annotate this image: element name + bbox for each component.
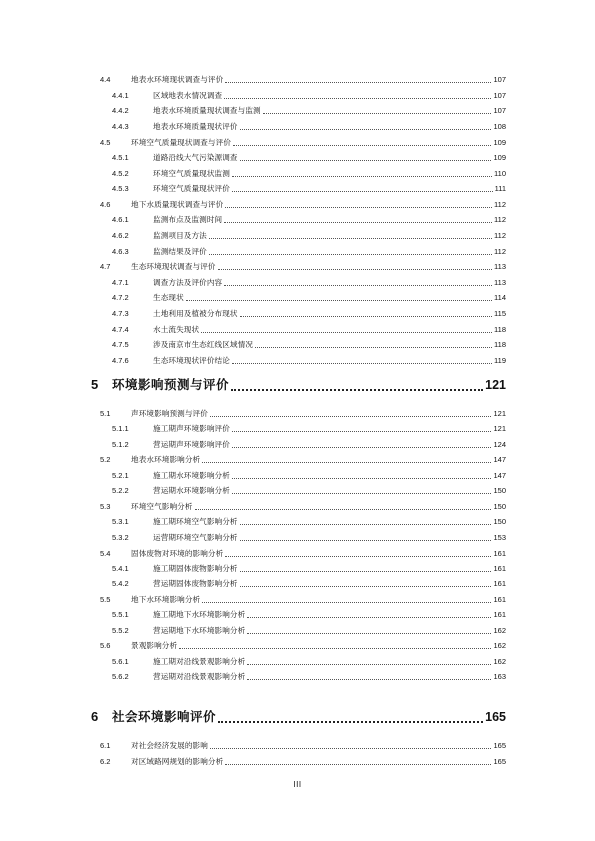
toc-entry-page: 165: [493, 741, 506, 750]
toc-entry[interactable]: [0, 72, 595, 87]
toc-entry-page: 112: [494, 215, 506, 224]
toc-entry-page: 107: [493, 75, 506, 84]
toc-entry-title: 运营期环境空气影响分析: [153, 533, 238, 542]
toc-entry-title: 监测结果及评价: [153, 247, 207, 256]
toc-entry-number: 5.5.2: [112, 626, 129, 635]
toc-entry-number: 4.6: [100, 200, 111, 209]
toc-entry[interactable]: [0, 212, 595, 227]
toc-entry[interactable]: [0, 166, 595, 181]
toc-entry[interactable]: [0, 322, 595, 337]
toc-entry-number: 4.6.2: [112, 231, 129, 240]
toc-entry[interactable]: [0, 576, 595, 591]
toc-leader-dots: [232, 431, 491, 432]
toc-entry-number: 4.7.2: [112, 293, 129, 302]
toc-entry-number: 5.1.2: [112, 440, 129, 449]
toc-entry[interactable]: [0, 530, 595, 545]
toc-entry-page: 119: [494, 356, 506, 365]
toc-entry-title: 涉及南京市生态红线区域情况: [153, 340, 254, 349]
toc-entry-title: 道路沿线大气污染源调查: [153, 153, 238, 162]
toc-entry[interactable]: [0, 483, 595, 498]
toc-entry-title: 调查方法及评价内容: [153, 278, 223, 287]
toc-entry[interactable]: [0, 669, 595, 684]
toc-entry-number: 5.5: [100, 595, 111, 604]
toc-leader-dots: [218, 721, 483, 723]
toc-entry[interactable]: [0, 754, 595, 769]
toc-leader-dots: [201, 332, 492, 333]
toc-leader-dots: [263, 113, 491, 114]
toc-entry[interactable]: [0, 181, 595, 196]
toc-entry-number: 5.4: [100, 549, 111, 558]
toc-leader-dots: [209, 254, 492, 255]
toc-entry-number: 4.5: [100, 138, 111, 147]
toc-entry-title: 施工期水环境影响分析: [153, 471, 230, 480]
toc-entry[interactable]: [0, 228, 595, 243]
toc-entry-title: 监测布点及监测时间: [153, 215, 223, 224]
toc-entry-page: 107: [493, 106, 506, 115]
toc-entry-title: 声环境影响预测与评价: [131, 409, 208, 418]
toc-entry-number: 4.5.2: [112, 169, 129, 178]
toc-leader-dots: [232, 493, 491, 494]
toc-entry[interactable]: [0, 306, 595, 321]
toc-entry-page: 121: [493, 409, 506, 418]
toc-entry-page: 107: [493, 91, 506, 100]
toc-entry-title: 景观影响分析: [131, 641, 178, 650]
toc-entry-page: 153: [493, 533, 506, 542]
toc-leader-dots: [225, 207, 492, 208]
toc-leader-dots: [202, 602, 491, 603]
toc-entry-title: 固体废物对环境的影响分析: [131, 549, 224, 558]
toc-entry-number: 6.2: [100, 757, 111, 766]
toc-entry-title: 营运期地下水环境影响分析: [153, 626, 246, 635]
toc-entry-title: 生态环境现状评价结论: [153, 356, 230, 365]
toc-leader-dots: [247, 633, 491, 634]
toc-entry[interactable]: [0, 353, 595, 368]
toc-entry-page: 115: [494, 309, 506, 318]
toc-leader-dots: [224, 98, 491, 99]
toc-leader-dots: [225, 764, 491, 765]
toc-chapter-entry[interactable]: [0, 704, 595, 730]
toc-leader-dots: [186, 300, 492, 301]
toc-leader-dots: [232, 363, 492, 364]
toc-leader-dots: [225, 556, 491, 557]
toc-entry-number: 5.6.1: [112, 657, 129, 666]
toc-entry-title: 环境空气影响分析: [131, 502, 193, 511]
toc-entry-page: 161: [493, 610, 506, 619]
toc-leader-dots: [240, 160, 491, 161]
toc-entry-number: 4.5.3: [112, 184, 129, 193]
toc-entry-title: 环境影响预测与评价: [112, 377, 230, 392]
toc-leader-dots: [232, 478, 491, 479]
toc-leader-dots: [232, 176, 492, 177]
toc-entry-page: 150: [493, 486, 506, 495]
toc-entry-number: 4.7.5: [112, 340, 129, 349]
toc-leader-dots: [232, 447, 491, 448]
toc-entry[interactable]: [0, 437, 595, 452]
toc-entry-page: 165: [493, 757, 506, 766]
toc-entry-page: 109: [493, 153, 506, 162]
toc-entry-number: 4.7: [100, 262, 111, 271]
toc-entry-number: 5.4.2: [112, 579, 129, 588]
toc-entry-page: 161: [493, 549, 506, 558]
toc-entry[interactable]: [0, 514, 595, 529]
toc-entry-number: 4.7.3: [112, 309, 129, 318]
toc-entry-title: 施工期环境空气影响分析: [153, 517, 238, 526]
toc-entry-number: 5.3.2: [112, 533, 129, 542]
toc-entry-page: 109: [493, 138, 506, 147]
toc-entry[interactable]: [0, 119, 595, 134]
toc-entry-title: 地下水质量现状调查与评价: [131, 200, 224, 209]
toc-entry-number: 4.7.4: [112, 325, 129, 334]
toc-entry-number: 6: [91, 709, 99, 724]
toc-entry-title: 环境空气质量现状调查与评价: [131, 138, 232, 147]
toc-entry-page: 161: [493, 579, 506, 588]
toc-entry[interactable]: [0, 546, 595, 561]
toc-entry[interactable]: [0, 607, 595, 622]
toc-leader-dots: [233, 145, 491, 146]
toc-entry-number: 4.5.1: [112, 153, 129, 162]
toc-entry-number: 4.7.1: [112, 278, 129, 287]
toc-leader-dots: [240, 571, 491, 572]
toc-leader-dots: [224, 222, 492, 223]
toc-entry-page: 162: [493, 657, 506, 666]
toc-leader-dots: [225, 82, 491, 83]
page-number: III: [293, 780, 302, 789]
toc-leader-dots: [240, 129, 491, 130]
toc-entry-page: 161: [493, 595, 506, 604]
toc-entry[interactable]: [0, 103, 595, 118]
toc-entry[interactable]: [0, 638, 595, 653]
toc-entry-page: 147: [493, 455, 506, 464]
toc-leader-dots: [224, 285, 492, 286]
toc-entry-title: 监测项目及方法: [153, 231, 207, 240]
toc-entry-page: 150: [493, 517, 506, 526]
toc-entry-number: 4.4.3: [112, 122, 129, 131]
toc-entry-page: 113: [494, 262, 506, 271]
toc-entry[interactable]: [0, 623, 595, 638]
toc-entry[interactable]: [0, 290, 595, 305]
toc-entry-number: 5.1: [100, 409, 111, 418]
toc-leader-dots: [240, 524, 491, 525]
toc-entry[interactable]: [0, 244, 595, 259]
toc-chapter-entry[interactable]: [0, 372, 595, 398]
toc-entry-number: 5.1.1: [112, 424, 129, 433]
toc-entry-title: 生态环境现状调查与评价: [131, 262, 216, 271]
toc-entry[interactable]: [0, 592, 595, 607]
toc-entry-number: 5.6.2: [112, 672, 129, 681]
toc-entry-page: 118: [494, 340, 506, 349]
toc-entry-title: 施工期固体废物影响分析: [153, 564, 238, 573]
toc-entry-title: 地表水环境现状调查与评价: [131, 75, 224, 84]
toc-entry-page: 110: [494, 169, 506, 178]
toc-entry[interactable]: [0, 135, 595, 150]
toc-entry-number: 6.1: [100, 741, 111, 750]
toc-leader-dots: [195, 509, 491, 510]
toc-entry-title: 施工期声环境影响评价: [153, 424, 230, 433]
toc-entry-page: 112: [494, 247, 506, 256]
toc-leader-dots: [209, 238, 492, 239]
toc-entry-page: 150: [493, 502, 506, 511]
toc-entry-page: 121: [485, 378, 506, 392]
toc-entry[interactable]: [0, 421, 595, 436]
toc-entry-number: 5: [91, 377, 99, 392]
toc-entry[interactable]: [0, 150, 595, 165]
toc-entry-number: 4.6.3: [112, 247, 129, 256]
toc-leader-dots: [247, 679, 491, 680]
toc-entry-number: 4.4.1: [112, 91, 129, 100]
toc-entry-page: 114: [494, 293, 506, 302]
toc-entry-number: 4.4.2: [112, 106, 129, 115]
toc-entry-page: 112: [494, 200, 506, 209]
toc-entry[interactable]: [0, 275, 595, 290]
toc-entry[interactable]: [0, 88, 595, 103]
toc-leader-dots: [240, 540, 491, 541]
toc-entry[interactable]: [0, 468, 595, 483]
toc-entry[interactable]: [0, 452, 595, 467]
toc-leader-dots: [210, 748, 491, 749]
toc-entry-title: 地表水环境质量现状调查与监测: [153, 106, 261, 115]
toc-entry-page: 113: [494, 278, 506, 287]
toc-entry-title: 营运期水环境影响分析: [153, 486, 230, 495]
toc-entry-page: 163: [493, 672, 506, 681]
toc-leader-dots: [202, 462, 491, 463]
toc-entry[interactable]: [0, 406, 595, 421]
toc-entry[interactable]: [0, 654, 595, 669]
toc-entry[interactable]: [0, 337, 595, 352]
toc-entry-number: 5.3: [100, 502, 111, 511]
toc-entry-number: 4.4: [100, 75, 111, 84]
toc-entry-number: 5.5.1: [112, 610, 129, 619]
toc-leader-dots: [232, 191, 493, 192]
toc-leader-dots: [247, 664, 491, 665]
toc-leader-dots: [240, 316, 492, 317]
toc-entry-title: 营运期固体废物影响分析: [153, 579, 238, 588]
toc-entry-title: 地表水环境质量现状评价: [153, 122, 238, 131]
toc-leader-dots: [240, 586, 491, 587]
toc-entry-page: 147: [493, 471, 506, 480]
toc-entry-title: 土地利用及植被分布现状: [153, 309, 238, 318]
toc-entry-number: 5.2.2: [112, 486, 129, 495]
toc-entry-title: 社会环境影响评价: [112, 709, 217, 724]
toc-leader-dots: [247, 617, 491, 618]
toc-entry-title: 地表水环境影响分析: [131, 455, 201, 464]
toc-entry-title: 地下水环境影响分析: [131, 595, 201, 604]
toc-entry-title: 区域地表水情况调查: [153, 91, 223, 100]
toc-entry-number: 5.6: [100, 641, 111, 650]
toc-entry-page: 124: [493, 440, 506, 449]
toc-entry[interactable]: [0, 259, 595, 274]
toc-entry-title: 施工期对沿线景观影响分析: [153, 657, 246, 666]
toc-entry-title: 水土流失现状: [153, 325, 200, 334]
toc-entry-page: 112: [494, 231, 506, 240]
toc-entry[interactable]: [0, 197, 595, 212]
toc-entry-number: 4.7.6: [112, 356, 129, 365]
toc-entry-number: 5.3.1: [112, 517, 129, 526]
toc-entry-title: 营运期声环境影响评价: [153, 440, 230, 449]
toc-entry-page: 111: [494, 184, 506, 193]
toc-entry-number: 5.4.1: [112, 564, 129, 573]
toc-entry-number: 5.2: [100, 455, 111, 464]
toc-entry[interactable]: [0, 499, 595, 514]
toc-leader-dots: [210, 416, 491, 417]
toc-leader-dots: [231, 389, 483, 391]
toc-entry-page: 161: [493, 564, 506, 573]
toc-entry-number: 4.6.1: [112, 215, 129, 224]
toc-entry-page: 121: [493, 424, 506, 433]
toc-entry-page: 108: [493, 122, 506, 131]
toc-entry[interactable]: [0, 738, 595, 753]
toc-entry-page: 162: [493, 641, 506, 650]
toc-leader-dots: [255, 347, 492, 348]
toc-entry[interactable]: [0, 561, 595, 576]
toc-entry-number: 5.2.1: [112, 471, 129, 480]
toc-leader-dots: [179, 648, 491, 649]
toc-entry-title: 营运期对沿线景观影响分析: [153, 672, 246, 681]
toc-entry-title: 环境空气质量现状评价: [153, 184, 230, 193]
toc-entry-page: 165: [485, 710, 506, 724]
toc-entry-title: 生态现状: [153, 293, 184, 302]
toc-entry-page: 118: [494, 325, 506, 334]
toc-entry-title: 对社会经济发展的影响: [131, 741, 208, 750]
toc-entry-title: 环境空气质量现状监测: [153, 169, 230, 178]
toc-entry-title: 对区域路网规划的影响分析: [131, 757, 224, 766]
toc-entry-title: 施工期地下水环境影响分析: [153, 610, 246, 619]
toc-leader-dots: [218, 269, 492, 270]
toc-entry-page: 162: [493, 626, 506, 635]
